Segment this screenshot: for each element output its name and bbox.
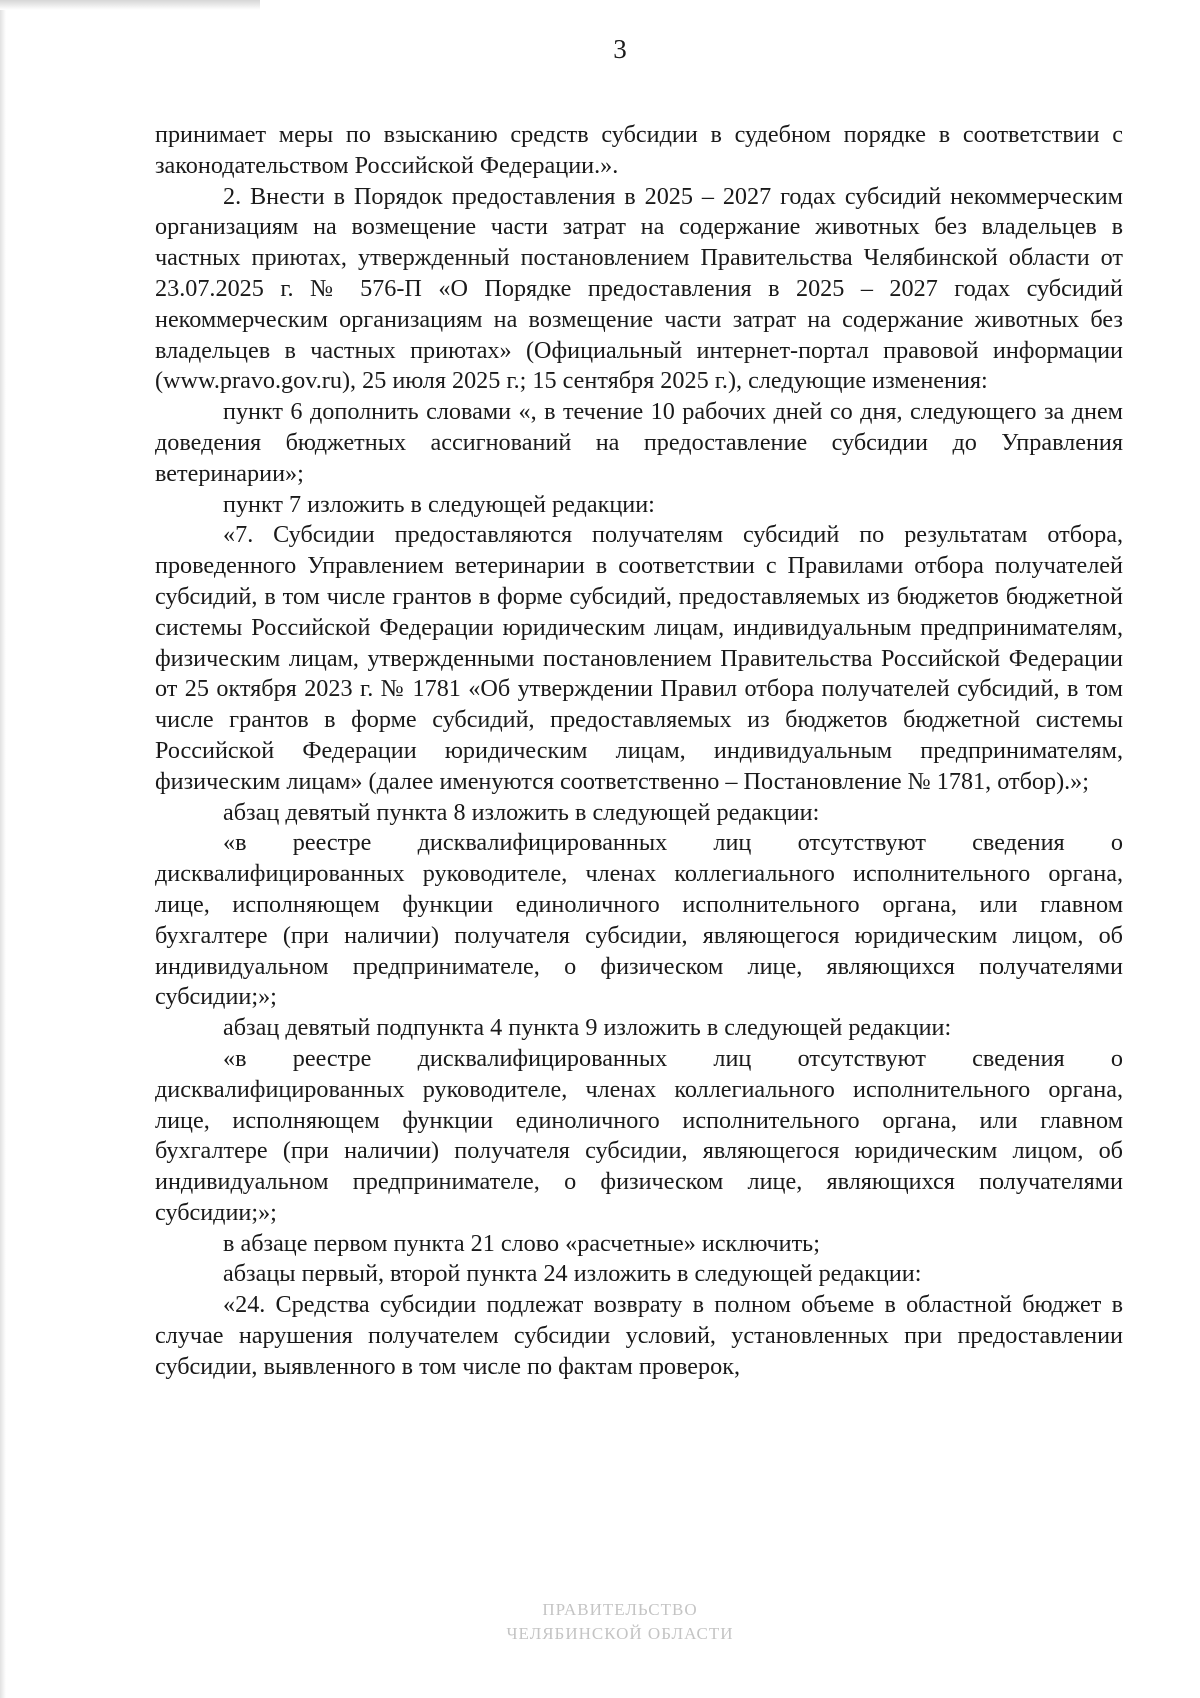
paragraph-continuation: принимает меры по взысканию средств субсидии в судебном порядке в соответствии с законодательством Российской Федерации.». bbox=[155, 121, 1123, 179]
watermark-line-1: ПРАВИТЕЛЬСТВО bbox=[542, 1600, 698, 1619]
scan-edge-left bbox=[0, 0, 6, 1698]
paragraph-point-7-text: «7. Субсидии предоставляются получателям субсидий по результатам отбора, проведенного Управлением ветеринарии в соответствии с Правилами отбора получателей субсидий, в том числе грантов в форме субсидий, предоставляемых из бюджетов бюджетной системы Российской Федерации юридическим лицам, индивидуальным предпринимателям, физическим лицам, утвержденными постановлением Правительства Российской Федерации от 25 октября 2023 г. № 1781 «Об утверждении Правил отбора получателей субсидий, в том числе грантов в форме субсидий, предоставляемых из бюджетов бюджетной системы Российской Федерации юридическим лицам, индивидуальным предпринимателям, физическим лицам» (далее именуются соответственно – Постановление № 1781, отбор).»; bbox=[155, 521, 1123, 795]
paragraph-point-24-intro: абзацы первый, второй пункта 24 изложить в следующей редакции: bbox=[223, 1260, 922, 1288]
paragraph-point-6: пункт 6 дополнить словами «, в течение 10 рабочих дней со дня, следующего за днем доведения бюджетных ассигнований на предоставление субсидии до Управления ветеринарии»; bbox=[155, 398, 1123, 487]
page-number: 3 bbox=[613, 34, 627, 64]
watermark-line-2: ЧЕЛЯБИНСКОЙ ОБЛАСТИ bbox=[506, 1624, 734, 1643]
document-body bbox=[155, 120, 1123, 1383]
scan-edge-top bbox=[0, 0, 260, 10]
paragraph-point-9-text: «в реестре дисквалифицированных лиц отсутствуют сведения о дисквалифицированных руководителе, членах коллегиального исполнительного органа, лице, исполняющем функции единоличного исполнительного органа, или главном бухгалтере (при наличии) получателя субсидии, являющегося юридическим лицом, об индивидуальном предпринимателе, о физическом лице, являющихся получателями субсидии;»; bbox=[155, 1044, 1123, 1226]
paragraph-point-24-text: «24. Средства субсидии подлежат возврату в полном объеме в областной бюджет в случае нарушения получателем субсидии условий, установленных при предоставлении субсидии, выявленного в том числе по фактам проверок, bbox=[155, 1291, 1123, 1380]
paragraph-item-2: 2. Внести в Порядок предоставления в 2025 – 2027 годах субсидий некоммерческим организациям на возмещение части затрат на содержание животных без владельцев в частных приютах, утвержденный постановлением Правительства Челябинской области от 23.07.2025 г. № 576-П «О Порядке предоставления в 2025 – 2027 годах субсидий некоммерческим организациям на возмещение части затрат на содержание животных без владельцев в частных приютах» (Официальный интернет-портал правовой информации (www.pravo.gov.ru), 25 июля 2025 г.; 15 сентября 2025 г.), следующие изменения: bbox=[155, 182, 1123, 395]
paragraph-point-21: в абзаце первом пункта 21 слово «расчетные» исключить; bbox=[223, 1229, 820, 1257]
paragraph-point-8-intro: абзац девятый пункта 8 изложить в следующей редакции: bbox=[223, 798, 820, 826]
paragraph-point-8-text: «в реестре дисквалифицированных лиц отсутствуют сведения о дисквалифицированных руководителе, членах коллегиального исполнительного органа, лице, исполняющем функции единоличного исполнительного органа, или главном бухгалтере (при наличии) получателя субсидии, являющегося юридическим лицом, об индивидуальном предпринимателе, о физическом лице, являющихся получателями субсидии;»; bbox=[155, 829, 1123, 1011]
paragraph-point-7-intro: пункт 7 изложить в следующей редакции: bbox=[223, 490, 655, 518]
paragraph-point-9-intro: абзац девятый подпункта 4 пункта 9 изложить в следующей редакции: bbox=[223, 1014, 952, 1042]
